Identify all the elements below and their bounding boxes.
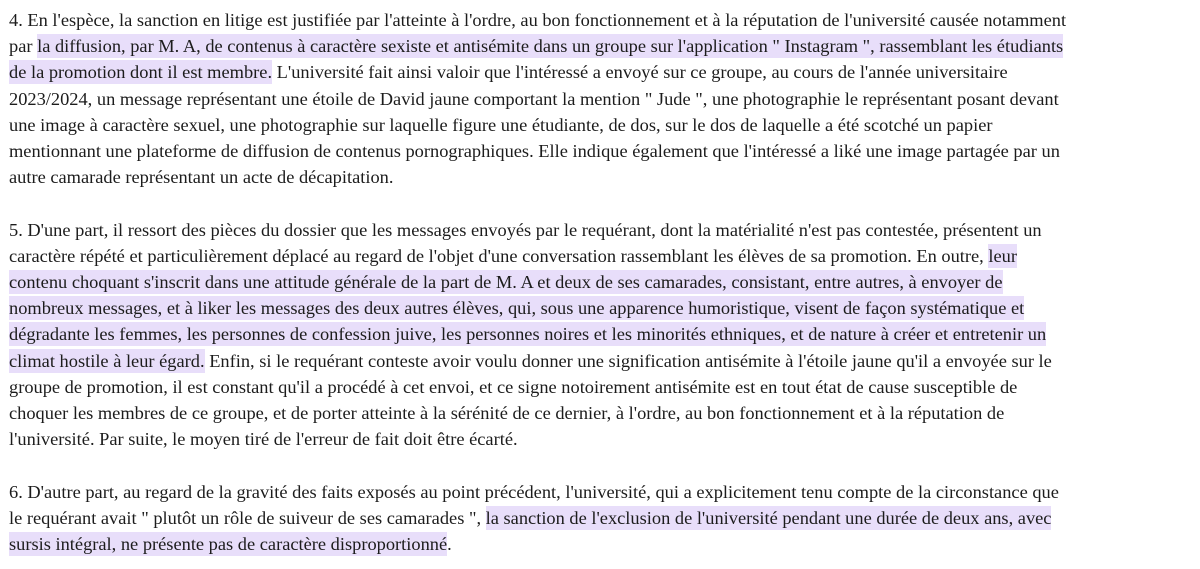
paragraph-5-text: 5. D'une part, il ressort des pièces du dossier que les messages envoyés par le requérant, dont la matérialité n'est pas contestée, présentent un caractère répété et particulièrement déplacé au regard de l'objet d'une conversation rassemblant les élèves de sa promotion. En outre, (9, 219, 1042, 266)
paragraph-6-text-end: . (447, 534, 452, 555)
paragraph-5 (9, 217, 1191, 453)
paragraph-4-highlight: la diffusion, par M. A, de contenus à caractère sexiste et antisémite dans un groupe sur l'application " Instagram ", rassemblant les étudiants de la promotion dont il est membre. (9, 36, 1064, 83)
paragraph-4-text-continued: L'université fait ainsi valoir que l'intéressé a envoyé sur ce groupe, au cours de l'année universitaire 2023/2024, un message représentant une étoile de David jaune comportant la mention " Jude ", une photographie le représentant posant devant une image à caractère sexuel, une photographie sur laquelle figure une étudiante, de dos, sur le dos de laquelle a été scotché un papier mentionnant une plateforme de diffusion de contenus pornographiques. Elle indique également que l'intéressé a liké une image partagée par un autre camarade représentant un acte de décapitation. (9, 62, 1060, 188)
paragraph-5-highlight: leur contenu choquant s'inscrit dans une attitude générale de la part de M. A et deux de ses camarades, consistant, entre autres, à envoyer de nombreux messages, et à liker les messages des deux autres élèves, qui, sous une apparence humoristique, visent de façon systématique et dégradante les femmes, les personnes de confession juive, les personnes noires et les minorités ethniques, et de nature à créer et entretenir un climat hostile à leur égard. (9, 245, 1047, 371)
paragraph-4-text: 4. En l'espèce, la sanction en litige est justifiée par l'atteinte à l'ordre, au bon fonctionnement et à la réputation de l'université causée notamment par (9, 10, 1067, 57)
paragraph-6-highlight: la sanction de l'exclusion de l'université pendant une durée de deux ans, avec sursis intégral, ne présente pas de caractère disproportionné (9, 507, 1052, 555)
paragraph-6 (9, 479, 1191, 558)
paragraph-6-text: 6. D'autre part, au regard de la gravité des faits exposés au point précédent, l'université, qui a explicitement tenu compte de la circonstance que le requérant avait " plutôt un rôle de suiveur de ses camarades ", (9, 481, 1059, 528)
paragraph-5-text-continued: Enfin, si le requérant conteste avoir voulu donner une signification antisémite à l'étoile jaune qu'il a envoyée sur le groupe de promotion, il est constant qu'il a procédé à cet envoi, et ce signe notoirement antisémite est en tout état de cause susceptible de choquer les membres de ce groupe, et de porter atteinte à la sérénité de ce dernier, à l'ordre, au bon fonctionnement et à la réputation de l'université. Par suite, le moyen tiré de l'erreur de fait doit être écarté. (9, 350, 1052, 450)
paragraph-4 (9, 7, 1191, 190)
